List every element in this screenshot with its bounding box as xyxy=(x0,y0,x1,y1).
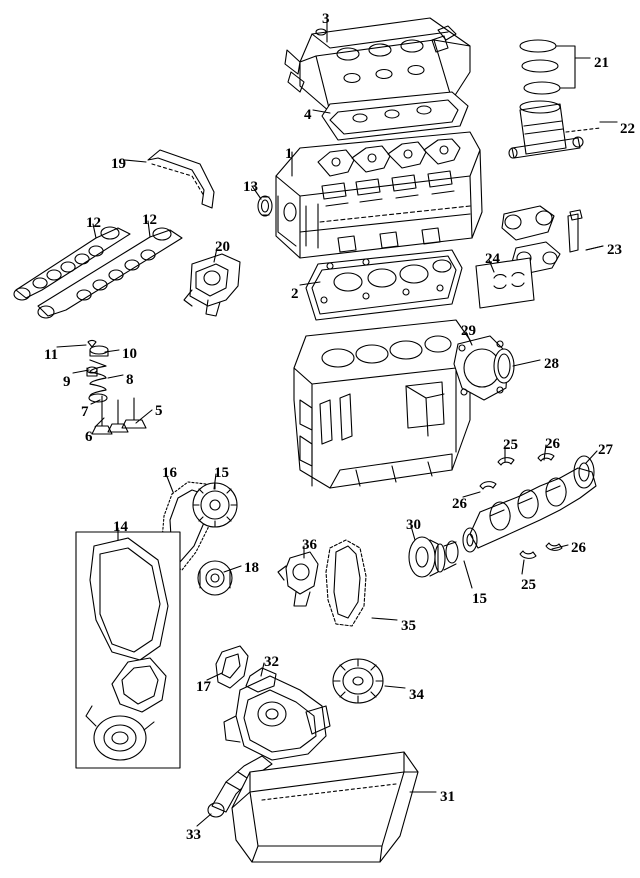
camshaft-seal-part xyxy=(258,196,272,216)
callout-leader-line xyxy=(372,618,397,620)
callout-number: 5 xyxy=(155,403,163,419)
belt-tensioner-pulley-part xyxy=(198,561,232,595)
callout-leader-line xyxy=(464,561,472,588)
callout-leader-line xyxy=(57,345,86,347)
callout-number: 22 xyxy=(620,121,635,137)
callout-number: 21 xyxy=(594,55,609,71)
callout-leader-line xyxy=(136,410,152,423)
callout-number: 12 xyxy=(142,212,157,228)
callout-number: 15 xyxy=(214,465,229,481)
callout-number: 26 xyxy=(545,436,560,452)
callout-number: 10 xyxy=(122,346,137,362)
oil-pump-chain-part xyxy=(326,540,366,626)
callout-number: 24 xyxy=(485,251,500,267)
callout-number: 29 xyxy=(461,323,476,339)
callout-number: 3 xyxy=(322,11,330,27)
oil-pump-part xyxy=(224,668,330,760)
crank-pulley-part xyxy=(409,537,458,577)
callout-number: 34 xyxy=(409,687,424,703)
callout-number: 8 xyxy=(126,372,134,388)
callout-number: 1 xyxy=(285,146,293,162)
callout-number: 35 xyxy=(401,618,416,634)
callout-number: 4 xyxy=(304,107,312,123)
callout-number: 14 xyxy=(113,519,128,535)
callout-number: 19 xyxy=(111,156,126,172)
oil-pump-bracket-part xyxy=(216,646,248,688)
oil-pump-sprocket-part xyxy=(333,659,383,703)
callout-number: 25 xyxy=(521,577,536,593)
callout-leader-line xyxy=(586,246,603,250)
callout-number: 36 xyxy=(302,537,317,553)
callout-number: 33 xyxy=(186,827,201,843)
callout-number: 11 xyxy=(44,347,59,363)
callout-number: 26 xyxy=(571,540,586,556)
callout-number: 28 xyxy=(544,356,559,372)
camshafts-part xyxy=(14,227,182,318)
callout-number: 31 xyxy=(440,789,455,805)
callout-number: 27 xyxy=(598,442,613,458)
callout-number: 15 xyxy=(472,591,487,607)
callout-number: 20 xyxy=(215,239,230,255)
callout-number: 12 xyxy=(86,215,101,231)
camshaft-sprocket-part xyxy=(193,483,237,527)
chain-tensioner-part xyxy=(278,552,318,606)
head-gasket-part xyxy=(306,250,462,320)
callout-leader-line xyxy=(197,814,211,826)
callout-number: 32 xyxy=(264,654,279,670)
valve-assembly-part xyxy=(87,340,146,434)
callout-number: 18 xyxy=(244,560,259,576)
callout-number: 23 xyxy=(607,242,622,258)
callout-number: 30 xyxy=(406,517,421,533)
callout-number: 9 xyxy=(63,374,71,390)
engine-block-part xyxy=(294,320,470,488)
callout-number: 26 xyxy=(452,496,467,512)
callout-leader-line xyxy=(522,560,524,574)
callout-number: 2 xyxy=(291,286,299,302)
timing-chain-guide-part xyxy=(148,150,214,208)
piston-rings-part xyxy=(520,40,590,94)
callout-leader-line xyxy=(513,360,540,366)
callout-number: 7 xyxy=(81,404,89,420)
callout-leader-line xyxy=(125,160,146,162)
callout-number: 6 xyxy=(85,429,93,445)
chain-tensioner-bracket-part xyxy=(184,254,240,316)
callout-number: 17 xyxy=(196,679,211,695)
callout-leader-line xyxy=(385,686,405,688)
cylinder-head-part xyxy=(276,132,482,258)
timing-cover-panel-part xyxy=(76,532,180,768)
callout-number: 13 xyxy=(243,179,258,195)
callout-leader-line xyxy=(108,375,123,378)
callout-number: 16 xyxy=(162,465,177,481)
piston-part xyxy=(509,101,617,158)
callout-number: 25 xyxy=(503,437,518,453)
